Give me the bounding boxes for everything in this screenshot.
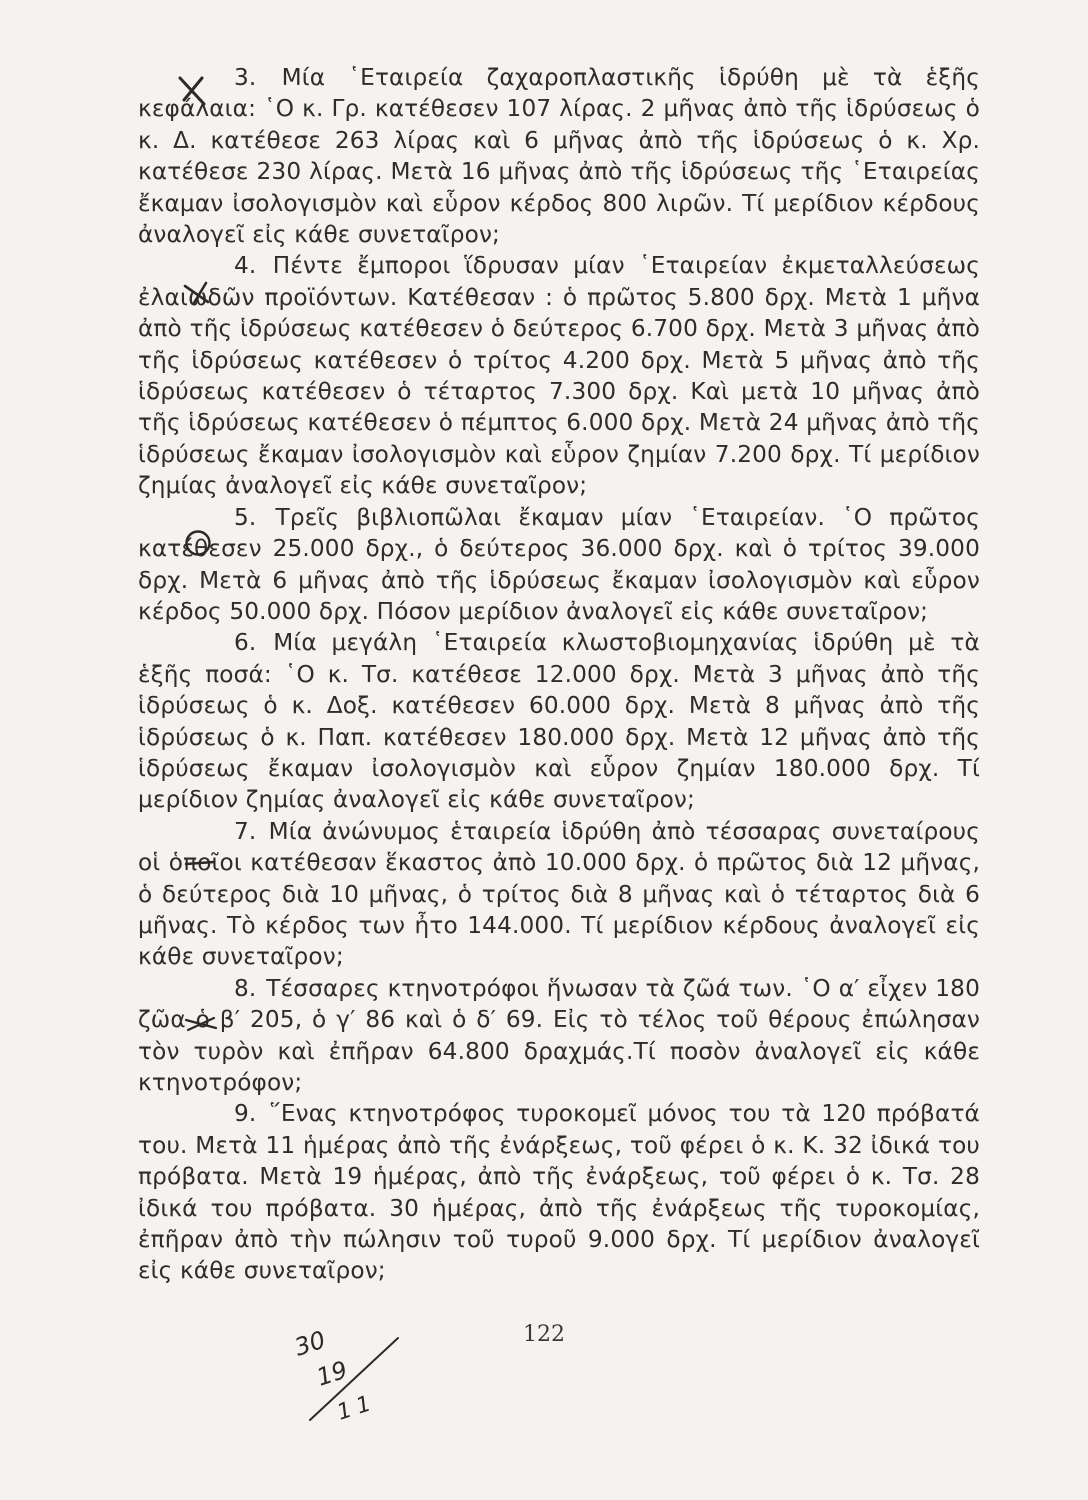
handwritten-line-2: 19 <box>313 1355 351 1392</box>
page-number: 122 <box>523 1322 565 1347</box>
problem-8 <box>138 973 980 1099</box>
problem-number: 8. <box>234 974 257 1002</box>
problem-number: 9. <box>234 1100 257 1128</box>
problem-5 <box>138 502 980 628</box>
problem-list <box>138 62 980 1287</box>
problem-text: Μία ῾Εταιρεία ζαχαροπλαστικῆς ἱδρύθη μὲ τὰ ἑξῆς κεφάλαια: ῾Ο κ. Γρ. κατέθεσεν 107 λίρας. 2 μῆνας ἀπὸ τῆς ἱδρύσεως ὁ κ. Δ. κατέθεσε 263 λίρας καὶ 6 μῆνας ἀπὸ τῆς ἱδρύσεως ὁ κ. Χρ. κατέθεσε 230 λίρας. Μετὰ 16 μῆνας ἀπὸ τῆς ἱδρύσεως τῆς ῾Εταιρείας ἔκαμαν ἰσολογισμὸν καὶ εὗρον κέρδος 800 λιρῶν. Τί μερίδιον κέρδους ἀναλογεῖ εἰς κάθε συνεταῖρον; <box>138 64 980 249</box>
handwritten-line-3: 11 <box>334 1389 380 1426</box>
handwritten-line-1: 30 <box>291 1325 329 1362</box>
problem-number: 4. <box>234 252 257 280</box>
problem-number: 6. <box>234 629 257 657</box>
problem-text: Τρεῖς βιβλιοπῶλαι ἔκαμαν μίαν ῾Εταιρείαν. ῾Ο πρῶτος κατέθεσεν 25.000 δρχ., ὁ δεύτερος 36.000 δρχ. καὶ ὁ τρίτος 39.000 δρχ. Μετὰ 6 μῆνας ἀπὸ τῆς ἱδρύσεως ἔκαμαν ἰσολογισμὸν καὶ εὗρον κέρδος 50.000 δρχ. Πόσον μερίδιον ἀναλογεῖ εἰς κάθε συνεταῖρον; <box>138 503 980 625</box>
problem-9 <box>138 1098 980 1286</box>
problem-text: Τέσσαρες κτηνοτρόφοι ἥνωσαν τὰ ζῶά των. ῾Ο α′ εἶχεν 180 ζῶα ὁ β′ 205, ὁ γ′ 86 καὶ ὁ δ′ 69. Εἰς τὸ τέλος τοῦ θέρους ἐπώλησαν τὸν τυρὸν καὶ ἐπῆραν 64.800 δραχμάς.Τί ποσὸν ἀναλογεῖ εἰς κάθε κτηνοτρόφον; <box>138 974 980 1096</box>
problem-7 <box>138 816 980 973</box>
problem-text: Πέντε ἔμποροι ἵδρυσαν μίαν ῾Εταιρείαν ἐκμεταλλεύσεως ἐλαιωδῶν προϊόντων. Κατέθεσαν : ὁ πρῶτος 5.800 δρχ. Μετὰ 1 μῆνα ἀπὸ τῆς ἱδρύσεως κατέθεσεν ὁ δεύτερος 6.700 δρχ. Μετὰ 3 μῆνας ἀπὸ τῆς ἱδρύσεως κατέθεσεν ὁ τρίτος 4.200 δρχ. Μετὰ 5 μῆνας ἀπὸ τῆς ἱδρύσεως κατέθεσεν ὁ τέταρτος 7.300 δρχ. Καὶ μετὰ 10 μῆνας ἀπὸ τῆς ἱδρύσεως κατέθεσεν ὁ πέμπτος 6.000 δρχ. Μετὰ 24 μῆνας ἀπὸ τῆς ἱδρύσεως ἔκαμαν ἰσολογισμὸν καὶ εὗρον ζημίαν 7.200 δρχ. Τί μερίδιον ζημίας ἀναλογεῖ εἰς κάθε συνεταῖρον; <box>138 252 980 500</box>
handwritten-subtraction-note <box>280 1320 410 1430</box>
problem-text: Μία ἀνώνυμος ἑταιρεία ἱδρύθη ἀπὸ τέσσαρας συνεταίρους οἱ ὁποῖοι κατέθεσαν ἕκαστος ἀπὸ 10.000 δρχ. ὁ πρῶτος διὰ 12 μῆνας, ὁ δεύτερος διὰ 10 μῆνας, ὁ τρίτος διὰ 8 μῆνας καὶ ὁ τέταρτος διὰ 6 μῆνας. Τὸ κέρδος των ἦτο 144.000. Τί μερίδιον κέρδους ἀναλογεῖ εἰς κάθε συνεταῖρον; <box>138 817 980 971</box>
problem-6 <box>138 627 980 815</box>
problem-number: 7. <box>234 817 257 845</box>
problem-text: Μία μεγάλη ῾Εταιρεία κλωστοβιομηχανίας ἱδρύθη μὲ τὰ ἑξῆς ποσά: ῾Ο κ. Τσ. κατέθεσε 12.000 δρχ. Μετὰ 3 μῆνας ἀπὸ τῆς ἱδρύσεως ὁ κ. Δοξ. κατέθεσεν 60.000 δρχ. Μετὰ 8 μῆνας ἀπὸ τῆς ἱδρύσεως ὁ κ. Παπ. κατέθεσεν 180.000 δρχ. Μετὰ 12 μῆνας ἀπὸ τῆς ἱδρύσεως ἔκαμαν ἰσολογισμὸν καὶ εὗρον ζημίαν 180.000 δρχ. Τί μερίδιον ζημίας ἀναλογεῖ εἰς κάθε συνεταῖρον; <box>138 629 980 814</box>
problem-text: ῞Ενας κτηνοτρόφος τυροκομεῖ μόνος του τὰ 120 πρόβατά του. Μετὰ 11 ἡμέρας ἀπὸ τῆς ἐνάρξεως, τοῦ φέρει ὁ κ. Κ. 32 ἰδικά του πρόβατα. Μετὰ 19 ἡμέρας, ἀπὸ τῆς ἐνάρξεως, τοῦ φέρει ὁ κ. Τσ. 28 ἰδικά του πρόβατα. 30 ἡμέρας, ἀπὸ τῆς ἐνάρξεως τῆς τυροκομίας, ἐπῆραν ἀπὸ τὴν πώλησιν τοῦ τυροῦ 9.000 δρχ. Τί μερίδιον ἀναλογεῖ εἰς κάθε συνεταῖρον; <box>138 1100 980 1285</box>
problem-number: 3. <box>234 64 257 91</box>
problem-4 <box>138 250 980 501</box>
problem-3 <box>138 62 980 250</box>
problem-number: 5. <box>234 503 257 531</box>
